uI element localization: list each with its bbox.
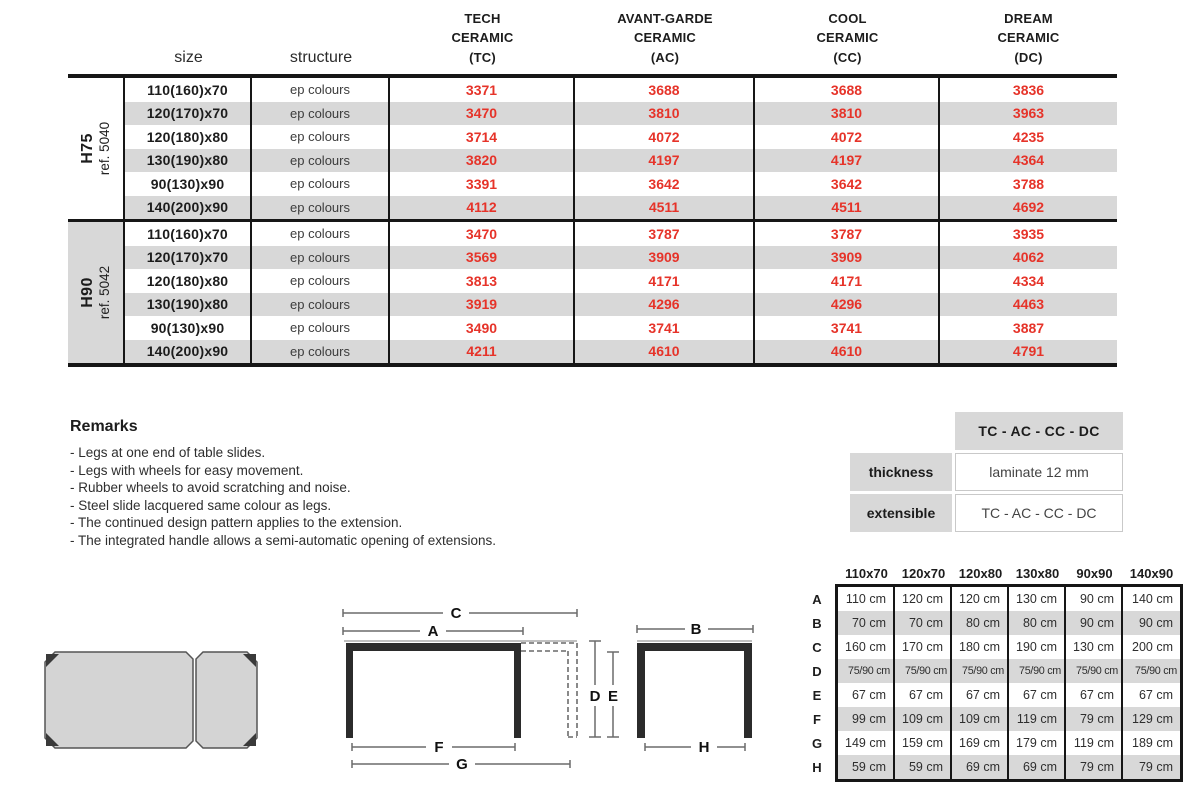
dim-cell: 67 cm bbox=[1009, 683, 1066, 707]
group-label-h90 bbox=[68, 222, 125, 363]
dim-col-header: 140x90 bbox=[1129, 565, 1174, 581]
price-cell-dc: 4463 bbox=[940, 293, 1117, 317]
price-cell-ac: 3810 bbox=[575, 102, 755, 126]
structure-cell: ep colours bbox=[252, 269, 390, 293]
size-cell: 120(170)x70 bbox=[125, 102, 252, 126]
col-header-dream-ceramic bbox=[940, 6, 1117, 74]
price-cell-dc: 4062 bbox=[940, 246, 1117, 270]
table-solid bbox=[346, 643, 521, 738]
dim-cell: 120 cm bbox=[952, 587, 1009, 611]
dim-row-label: E bbox=[812, 687, 822, 703]
size-cell: 140(200)x90 bbox=[125, 196, 252, 220]
dim-label-e: E bbox=[607, 688, 619, 705]
dim-cell: 170 cm bbox=[895, 635, 952, 659]
dim-row-label: H bbox=[812, 759, 822, 775]
price-cell-tc: 3490 bbox=[390, 316, 575, 340]
table-top-view bbox=[45, 652, 257, 748]
dim-cell: 160 cm bbox=[838, 635, 895, 659]
price-cell-tc: 3470 bbox=[390, 102, 575, 126]
col-header-line: CERAMIC bbox=[633, 30, 697, 45]
dim-cell: 180 cm bbox=[952, 635, 1009, 659]
dim-row-label: A bbox=[812, 591, 822, 607]
remark-item: - Legs with wheels for easy movement. bbox=[70, 462, 304, 478]
remarks-section bbox=[70, 418, 670, 550]
size-cell: 130(190)x80 bbox=[125, 293, 252, 317]
group-label-h75 bbox=[68, 78, 125, 219]
spec-label-thickness: thickness bbox=[850, 453, 952, 491]
remarks-title: Remarks bbox=[70, 418, 138, 435]
spec-spacer bbox=[850, 412, 952, 450]
dim-cell: 200 cm bbox=[1132, 640, 1173, 654]
price-cell-dc: 4334 bbox=[1012, 272, 1045, 289]
col-header-line: (CC) bbox=[833, 49, 862, 65]
remark-item: - Legs at one end of table slides. bbox=[70, 445, 266, 460]
structure-cell: ep colours bbox=[252, 222, 390, 246]
price-cell-cc: 3787 bbox=[755, 222, 940, 246]
price-table bbox=[68, 6, 1117, 367]
price-cell-dc: 4791 bbox=[940, 340, 1117, 364]
dim-label-d: D bbox=[589, 688, 601, 705]
price-cell-ac: 4511 bbox=[575, 196, 755, 220]
price-table-header bbox=[68, 6, 1117, 74]
dim-cell: 69 cm bbox=[952, 755, 1009, 779]
price-cell-tc: 4211 bbox=[390, 340, 575, 364]
col-header-line: COOL bbox=[828, 10, 867, 26]
dim-cell: 70 cm bbox=[838, 611, 895, 635]
size-cell: 140(200)x90 bbox=[125, 340, 252, 364]
remark-item: - The integrated handle allows a semi-automatic opening of extensions. bbox=[70, 532, 497, 548]
price-cell-ac: 4296 bbox=[575, 293, 755, 317]
dim-cell: 90 cm bbox=[1123, 611, 1180, 635]
col-header-line: DREAM bbox=[1004, 10, 1053, 26]
price-cell-cc: 4610 bbox=[755, 340, 940, 364]
remark-item: - The continued design pattern applies to the extension. bbox=[70, 515, 403, 531]
spec-value-extensible: TC - AC - CC - DC bbox=[955, 494, 1123, 532]
price-table-body bbox=[68, 74, 1117, 367]
price-cell-dc: 3788 bbox=[1012, 175, 1045, 192]
dim-cell: 67 cm bbox=[895, 683, 952, 707]
col-header-line: CERAMIC bbox=[997, 30, 1060, 45]
dim-cell: 159 cm bbox=[895, 731, 952, 755]
dim-cell: 67 cm bbox=[838, 683, 895, 707]
dim-cell: 79 cm bbox=[1123, 755, 1180, 779]
dim-cell: 75/90 cm bbox=[952, 659, 1009, 683]
dim-cell: 179 cm bbox=[1009, 731, 1066, 755]
dimension-lines bbox=[343, 609, 619, 768]
spec-label-extensible: extensible bbox=[850, 494, 952, 532]
col-header-avantgarde-ceramic bbox=[575, 6, 755, 74]
dim-cell: 90 cm bbox=[1066, 587, 1123, 611]
dim-col-header: 130x80 bbox=[1015, 565, 1060, 581]
dim-label-a: A bbox=[427, 623, 439, 640]
dim-row-label: C bbox=[812, 639, 822, 655]
price-cell-ac: 3787 bbox=[575, 222, 755, 246]
dim-cell: 169 cm bbox=[952, 731, 1009, 755]
dim-cell: 59 cm bbox=[838, 755, 895, 779]
structure-cell: ep colours bbox=[252, 293, 390, 317]
size-cell: 90(130)x90 bbox=[125, 316, 252, 340]
dim-row-label: D bbox=[812, 663, 822, 679]
dim-cell: 109 cm bbox=[895, 707, 952, 731]
price-cell-ac: 3688 bbox=[575, 78, 755, 102]
dim-row-label: F bbox=[813, 711, 821, 727]
group-h75 bbox=[68, 78, 1117, 219]
price-cell-dc: 3935 bbox=[1012, 225, 1045, 242]
structure-cell: ep colours bbox=[252, 172, 390, 196]
extension-dashed-outline bbox=[521, 643, 577, 737]
price-cell-cc: 3741 bbox=[755, 316, 940, 340]
dim-col-header: 90x90 bbox=[1076, 565, 1113, 581]
dim-label-c: C bbox=[450, 605, 462, 622]
structure-cell: ep colours bbox=[252, 246, 390, 270]
col-header-line: (AC) bbox=[650, 49, 680, 65]
size-cell: 120(170)x70 bbox=[125, 246, 252, 270]
group-ref: ref. 5040 bbox=[96, 121, 112, 176]
size-cell: 130(190)x80 bbox=[125, 149, 252, 173]
dim-label-b: B bbox=[690, 621, 702, 638]
dim-col-header: 120x80 bbox=[958, 565, 1003, 581]
table-solid bbox=[637, 643, 752, 738]
col-header-tech-ceramic bbox=[390, 6, 575, 74]
price-cell-ac: 4197 bbox=[575, 149, 755, 173]
dimensions-column-headers bbox=[838, 563, 1180, 583]
price-cell-cc: 3810 bbox=[755, 102, 940, 126]
structure-cell: ep colours bbox=[252, 196, 390, 220]
group-label-text bbox=[79, 266, 112, 319]
price-cell-tc: 3714 bbox=[390, 125, 575, 149]
dim-cell: 109 cm bbox=[952, 707, 1009, 731]
dim-col-header: 110x70 bbox=[845, 565, 888, 581]
dim-cell: 67 cm bbox=[1138, 688, 1173, 702]
col-header-line: (TC) bbox=[469, 49, 496, 65]
structure-cell: ep colours bbox=[252, 102, 390, 126]
dim-cell: 59 cm bbox=[895, 755, 952, 779]
price-cell-cc: 3688 bbox=[755, 78, 940, 102]
table-side-view bbox=[637, 621, 753, 756]
structure-cell: ep colours bbox=[252, 78, 390, 102]
price-cell-cc: 3909 bbox=[755, 246, 940, 270]
col-header-line: CERAMIC bbox=[816, 30, 879, 45]
dim-cell: 99 cm bbox=[838, 707, 895, 731]
col-header-line: AVANT-GARDE bbox=[617, 10, 713, 26]
dim-cell: 79 cm bbox=[1066, 755, 1123, 779]
price-cell-cc: 4296 bbox=[755, 293, 940, 317]
price-cell-cc: 4072 bbox=[755, 125, 940, 149]
dim-cell: 120 cm bbox=[895, 587, 952, 611]
price-cell-ac: 3741 bbox=[575, 316, 755, 340]
dim-cell: 67 cm bbox=[1066, 683, 1123, 707]
dim-cell: 130 cm bbox=[1066, 635, 1123, 659]
dim-label-f: F bbox=[434, 739, 444, 756]
price-cell-ac: 4171 bbox=[575, 269, 755, 293]
structure-cell: ep colours bbox=[252, 125, 390, 149]
dim-label-h: H bbox=[698, 739, 710, 756]
price-cell-tc: 3820 bbox=[390, 149, 575, 173]
price-cell-ac: 3909 bbox=[575, 246, 755, 270]
size-cell: 110(160)x70 bbox=[125, 222, 252, 246]
spec-value-thickness: laminate 12 mm bbox=[955, 453, 1123, 491]
price-cell-dc: 4692 bbox=[940, 196, 1117, 220]
price-cell-cc: 4197 bbox=[755, 149, 940, 173]
dimensions-row-labels bbox=[804, 587, 830, 779]
col-header-line: TECH bbox=[464, 10, 501, 26]
price-cell-dc: 3836 bbox=[1012, 81, 1045, 98]
col-header-structure: structure bbox=[289, 49, 353, 66]
price-cell-ac: 4610 bbox=[575, 340, 755, 364]
dim-cell: 119 cm bbox=[1009, 707, 1066, 731]
remark-item: - Steel slide lacquered same colour as legs. bbox=[70, 497, 332, 513]
dim-cell: 149 cm bbox=[838, 731, 895, 755]
technical-drawings bbox=[40, 590, 770, 790]
dim-col-header: 120x70 bbox=[901, 565, 946, 581]
col-header-line: (DC) bbox=[1014, 49, 1043, 65]
dim-cell: 69 cm bbox=[1009, 755, 1066, 779]
dim-cell: 90 cm bbox=[1066, 611, 1123, 635]
structure-cell: ep colours bbox=[252, 340, 390, 364]
price-cell-tc: 3569 bbox=[390, 246, 575, 270]
price-cell-tc: 3470 bbox=[390, 222, 575, 246]
price-cell-dc: 3963 bbox=[940, 102, 1117, 126]
dim-cell: 67 cm bbox=[952, 683, 1009, 707]
price-cell-dc: 3887 bbox=[1012, 319, 1045, 336]
group-ref: ref. 5042 bbox=[96, 265, 112, 320]
group-h90 bbox=[68, 219, 1117, 363]
size-cell: 120(180)x80 bbox=[125, 125, 252, 149]
dim-cell: 70 cm bbox=[895, 611, 952, 635]
col-header-size: size bbox=[174, 49, 203, 66]
price-cell-ac: 4072 bbox=[575, 125, 755, 149]
price-cell-dc: 4235 bbox=[1012, 128, 1045, 145]
dim-cell: 140 cm bbox=[1132, 592, 1173, 606]
structure-cell: ep colours bbox=[252, 149, 390, 173]
price-cell-tc: 3813 bbox=[390, 269, 575, 293]
dim-cell: 75/90 cm bbox=[895, 659, 952, 683]
price-cell-ac: 3642 bbox=[575, 172, 755, 196]
dim-cell: 80 cm bbox=[952, 611, 1009, 635]
price-cell-cc: 3642 bbox=[755, 172, 940, 196]
table-front-view bbox=[343, 605, 619, 773]
group-label-text bbox=[79, 122, 112, 175]
group-name: H90 bbox=[78, 277, 96, 308]
dim-cell: 130 cm bbox=[1009, 587, 1066, 611]
dim-label-g: G bbox=[456, 756, 468, 773]
dim-cell: 80 cm bbox=[1009, 611, 1066, 635]
dim-row-label: G bbox=[811, 735, 823, 751]
spec-table bbox=[850, 412, 1123, 532]
group-name: H75 bbox=[78, 133, 96, 164]
spec-header: TC - AC - CC - DC bbox=[955, 412, 1123, 450]
size-cell: 90(130)x90 bbox=[125, 172, 252, 196]
dim-cell: 119 cm bbox=[1066, 731, 1123, 755]
size-cell: 110(160)x70 bbox=[125, 78, 252, 102]
size-cell: 120(180)x80 bbox=[125, 269, 252, 293]
remark-item: - Rubber wheels to avoid scratching and noise. bbox=[70, 480, 351, 496]
price-cell-cc: 4171 bbox=[755, 269, 940, 293]
header-spacer bbox=[68, 6, 125, 74]
dim-row-label: B bbox=[812, 615, 822, 631]
dimensions-table bbox=[835, 584, 1183, 782]
dim-cell: 75/90 cm bbox=[1123, 659, 1180, 683]
col-header-cool-ceramic bbox=[755, 6, 940, 74]
dim-cell: 75/90 cm bbox=[838, 659, 895, 683]
price-cell-cc: 4511 bbox=[755, 196, 940, 220]
price-cell-tc: 4112 bbox=[390, 196, 575, 220]
dim-cell: 189 cm bbox=[1132, 736, 1173, 750]
dim-cell: 75/90 cm bbox=[1066, 659, 1123, 683]
col-header-line: CERAMIC bbox=[451, 30, 514, 45]
price-cell-tc: 3391 bbox=[390, 172, 575, 196]
dim-cell: 190 cm bbox=[1009, 635, 1066, 659]
price-cell-tc: 3371 bbox=[390, 78, 575, 102]
structure-cell: ep colours bbox=[252, 316, 390, 340]
dim-cell: 129 cm bbox=[1123, 707, 1180, 731]
price-cell-tc: 3919 bbox=[390, 293, 575, 317]
dim-cell: 79 cm bbox=[1066, 707, 1123, 731]
dim-cell: 75/90 cm bbox=[1009, 659, 1066, 683]
dim-cell: 110 cm bbox=[838, 587, 895, 611]
price-cell-dc: 4364 bbox=[940, 149, 1117, 173]
